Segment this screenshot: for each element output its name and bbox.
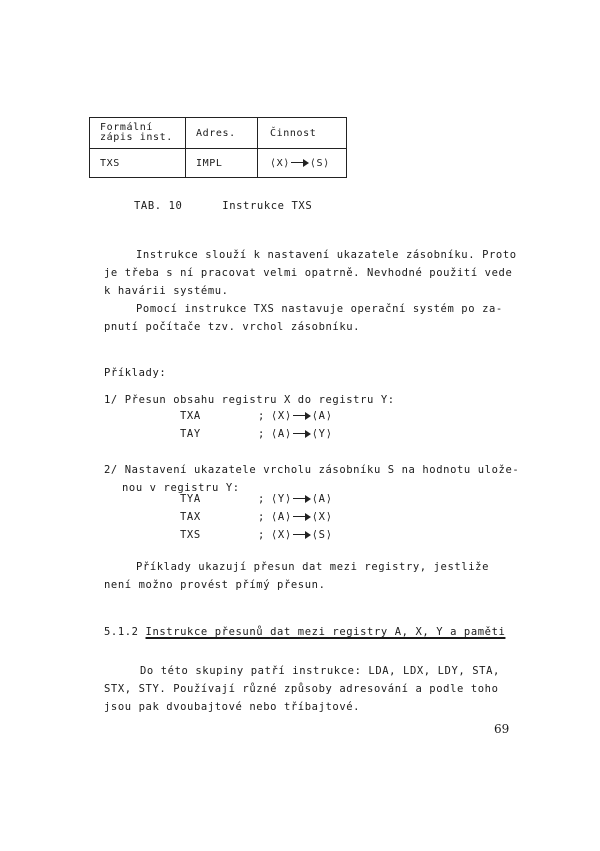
intro-line: je třeba s ní pracovat velmi opatrně. Nevhodné použití vede [104,267,513,279]
code-left: ⟨A⟩ [271,511,292,523]
activity-left: ⟨X⟩ [270,157,290,169]
table-row [90,149,347,178]
code-left: ⟨X⟩ [271,410,292,422]
summary-line: není možno provést přímý přesun. [104,579,326,591]
activity-right: ⟨S⟩ [309,157,330,169]
code-sep: ; [258,529,265,541]
table-header-row [90,118,347,149]
intro-line: k havárii systému. [104,285,229,297]
code-effect [271,529,333,541]
code-sep: ; [258,511,265,523]
code-right: ⟨A⟩ [311,493,333,505]
table-caption-text: Instrukce TXS [222,200,313,212]
intro-paragraph [104,246,524,336]
code-left: ⟨X⟩ [271,529,292,541]
example-1-heading: 1/ Přesun obsahu registru X do registru Y: [104,394,395,406]
arrow-right-icon [293,495,311,503]
code-right: ⟨Y⟩ [311,428,333,440]
example-2-heading [104,461,519,497]
section-title: Instrukce přesunů dat mezi registry A, X, Y a paměti [145,626,506,638]
table-header-activity: Činnost [258,118,347,149]
arrow-right-icon [293,531,311,539]
table-cell-instruction: TXS [90,149,186,178]
section-line: Do této skupiny patří instrukce: LDA, LDX, LDY, STA, [140,665,500,677]
code-right: ⟨S⟩ [311,529,333,541]
page-number: 69 [494,722,510,736]
summary-line: Příklady ukazují přesun dat mezi registry, jestliže [136,561,489,573]
intro-line: Pomocí instrukce TXS nastavuje operační systém po za- [136,303,503,315]
arrow-right-icon [293,412,311,420]
instruction-table [89,117,347,178]
code-op: TAY [180,428,201,440]
code-sep: ; [258,428,265,440]
example-2-heading-line: nou v registru Y: [122,482,240,494]
intro-line: Instrukce slouží k nastavení ukazatele zásobníku. Proto [136,249,517,261]
section-paragraph [104,662,524,716]
table-cell-address: IMPL [186,149,258,178]
table-cell-activity [258,149,347,178]
example-2-heading-line: 2/ Nastavení ukazatele vrcholu zásobníku S na hodnotu ulože- [104,464,520,476]
section-number: 5.1.2 [104,626,139,638]
code-right: ⟨X⟩ [311,511,333,523]
code-effect [271,410,333,422]
section-line: jsou pak dvoubajtové nebo tříbajtové. [104,701,361,713]
table-header-formal-line1: Formální [100,122,153,133]
table-header-formal [90,118,186,149]
section-line: STX, STY. Používají různé způsoby adresování a podle toho [104,683,499,695]
code-left: ⟨A⟩ [271,428,292,440]
examples-title: Příklady: [104,367,167,379]
code-right: ⟨A⟩ [311,410,333,422]
arrow-right-icon [293,513,311,521]
code-op: TAX [180,511,201,523]
table-caption-label: TAB. 10 [134,200,183,212]
code-op: TYA [180,493,201,505]
intro-line: pnutí počítače tzv. vrchol zásobníku. [104,321,361,333]
code-effect [271,511,333,523]
code-effect [271,428,333,440]
arrow-right-icon [293,430,311,438]
examples-summary [104,558,524,594]
code-sep: ; [258,493,265,505]
table-header-address: Adres. [186,118,258,149]
code-op: TXA [180,410,201,422]
code-effect [271,493,333,505]
code-sep: ; [258,410,265,422]
arrow-right-icon [291,159,309,167]
table-header-formal-line2: zápis inst. [100,132,173,143]
code-op: TXS [180,529,201,541]
section-heading [104,626,505,638]
table-caption [134,200,312,212]
code-left: ⟨Y⟩ [271,493,292,505]
